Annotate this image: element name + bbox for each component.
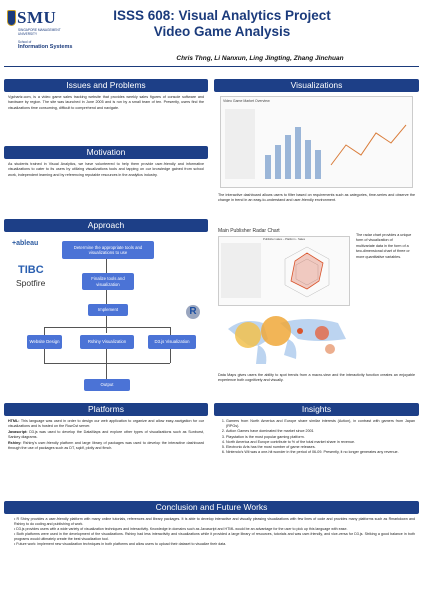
logo-smu-text: SMU (17, 8, 57, 27)
platform-item-html (8, 419, 204, 430)
conclusion-item: • Both platforms were used in the development of the visualizations. Rshiny had less interactivity and visualizations while it provided a large library of resources, tutorials and was user-friendly, and vice-versa for D3.js. Striking a good balance in both programs would ultimately create the best visualization tool. (14, 532, 415, 542)
conclusion-list (8, 517, 415, 548)
dashboard-filter-panel (225, 109, 255, 179)
flow-arrow (106, 259, 107, 273)
conclusion-item: • D3.js provides users with a wide variety of visualization techniques and interactivity. Knowledge in domains such as Javascript and HTML would be an advantage for the user to pick up this language with ease. (14, 527, 415, 532)
approach-heading: Approach (4, 219, 208, 232)
map-bubble[interactable] (315, 326, 329, 340)
logo-school-text: School of (18, 40, 32, 44)
r-logo-text: R (189, 306, 197, 317)
datamap-chart (218, 309, 358, 369)
poster-title (92, 8, 352, 40)
insights-body (214, 416, 419, 458)
platform-item-javascript (8, 430, 204, 441)
tibco-logo: TIBC (18, 264, 44, 276)
conclusion-item: • R Shiny provides a user-friendly platform with many online tutorials, references and library packages. It is able to develop interactive and visually pleasing visualizations with few lines of code and provides many platforms such as Rmarkdown and Rshiny to do coding and publishing of work. (14, 517, 415, 527)
dashboard-mini-chart (221, 105, 412, 189)
radar-filter-panel (221, 243, 261, 298)
r-logo-icon (186, 305, 200, 319)
insight-item: 1. Gamers from North America and Europe share similar interests (Action), in contrast with gamers from Japan (RPGs). (226, 419, 415, 429)
title-line-1: ISSS 608: Visual Analytics Project (113, 8, 331, 23)
platforms-heading: Platforms (4, 403, 208, 416)
viz-caption-1: The interactive dashboard allows users to filter based on requirements such as categories, time-series and observe the change in trend in an easy-to-understand and user-friendly environment. (218, 193, 415, 203)
insights-list (218, 419, 415, 455)
radar-section-title: Main Publisher Radar Chart (218, 228, 280, 234)
tableau-logo: +ableau (12, 240, 39, 247)
flow-arrow (106, 290, 107, 304)
viz-caption-2: Data Maps gives users the ability to spot trends from a macro-view and the interactivity function creates an enjoyable experience both cognitively and visually. (218, 373, 415, 383)
insight-item: 2. Action Games have dominated the market since 2001 (226, 429, 415, 434)
flow-website: Website Design (27, 335, 62, 349)
smu-crest-icon (7, 10, 16, 26)
radar-chart-title: Publisher sales – Platform - Sales (263, 237, 305, 241)
insight-item: 4. North America and Europe contribute to % of the total market share in revenue. (226, 440, 415, 445)
logo-is-text: Information Systems (18, 44, 73, 50)
platform-label: Rshiny: (8, 440, 22, 445)
platform-item-rshiny (8, 441, 204, 452)
conclusion-body (4, 514, 419, 551)
radar-series (291, 253, 323, 289)
conclusion-item: • Future work: implement new visualization techniques in both platforms and allow users to upload their dataset to visualize their data. (14, 542, 415, 547)
flow-determine: Determine the appropriate tools and visualizations to use (62, 241, 154, 259)
platform-text: Rshiny's user-friendly platform and large library of packages was used to develop the interactive dashboard through the use of packages such as DT, sqldf, plotly and flmch. (8, 440, 204, 451)
dashboard-line (331, 125, 406, 165)
map-bubble[interactable] (325, 344, 335, 354)
poster-header (0, 0, 423, 70)
platforms-body (4, 416, 208, 454)
insight-item: 6. Nintendo's Wii was a one-hit wonder in the period of 06-09. Presently, it no longer generates any revenue. (226, 450, 415, 455)
flow-arrow (170, 327, 171, 335)
radar-description: The radar chart provides a unique form of visualization of multivariate data in the form of a two-dimensional chart of three or more quantitative variables. (356, 233, 412, 259)
map-bubble[interactable] (261, 316, 291, 346)
motivation-body: As students trained in Visual Analytics, we have volunteered to help them provide user-friendly and informative visualizations to cater to its users by utilizing visualizations tools and tapping on our knowledge gained from school work, independent learning and by referencing reputable resources in the analytics industry. (8, 162, 204, 177)
dashboard-bars (265, 127, 321, 179)
spotfire-logo: Spotfire (16, 278, 46, 288)
platform-label: HTML: (8, 419, 20, 423)
flow-branch-line (44, 327, 170, 328)
radar-chart (219, 241, 349, 303)
radar-screenshot (218, 236, 350, 306)
flow-arrow (44, 327, 45, 335)
insights-heading: Insights (214, 403, 419, 416)
map-region (256, 345, 266, 364)
visualizations-heading: Visualizations (214, 79, 419, 92)
map-bubble[interactable] (297, 328, 303, 334)
issues-body: Vgchartz.com, is a video game sales tracking website that provides weekly sales figures of console software and hardware by region. The site was launched in June 2005 and is run by a small team of ten. Presently, users find the visualizations time consuming, difficult to comprehend and navigate. (8, 95, 204, 110)
insight-item: 3. Playstation is the most popular gaming platform. (226, 435, 415, 440)
platform-text: D3.js was used to develop the DataMaps and explore other types of visualizations such as Sunburst, Sankey diagrams. (8, 429, 204, 440)
issues-section (4, 79, 208, 114)
flow-d3: D3.js Visualization (148, 335, 196, 349)
flow-rshiny: Rshiny Visualization (80, 335, 134, 349)
smu-logo (5, 6, 91, 62)
dashboard-title: Video Game Market Overview (223, 99, 270, 103)
platform-text: This language was used in order to design our web application to organize and allow easy-navigation for our visualizations and is hosted on the RowCst server. (8, 419, 204, 429)
flow-output: Output (84, 379, 130, 391)
issues-heading: Issues and Problems (4, 79, 208, 92)
map-bubble[interactable] (235, 322, 261, 348)
logo-university-text: SINGAPORE MANAGEMENT UNIVERSITY (18, 28, 61, 36)
dashboard-screenshot (220, 96, 413, 188)
flow-finalize: Finalize tools and visualization (82, 273, 134, 290)
datamap-screenshot (218, 309, 358, 369)
flow-arrow (170, 349, 171, 363)
platform-label: Javascript: (8, 429, 28, 434)
flow-arrow (44, 349, 45, 363)
flow-implement: Implement (88, 304, 128, 316)
motivation-heading: Motivation (4, 146, 208, 159)
flow-merge-line (44, 363, 170, 364)
platforms-section (4, 403, 208, 454)
header-rule (4, 66, 419, 67)
insights-section (214, 403, 419, 458)
conclusion-section (4, 501, 419, 551)
insight-item: 5. Electronic Arts has the most number of game releases. (226, 445, 415, 450)
conclusion-heading: Conclusion and Future Works (4, 501, 419, 514)
motivation-section (4, 146, 208, 181)
flow-arrow (106, 349, 107, 379)
flow-arrow (106, 316, 107, 333)
title-line-2: Video Game Analysis (153, 24, 291, 39)
authors: Chris Thng, Li Nanxun, Ling Jingting, Zhang Jinchuan (176, 55, 344, 62)
visualizations-section (214, 79, 419, 92)
